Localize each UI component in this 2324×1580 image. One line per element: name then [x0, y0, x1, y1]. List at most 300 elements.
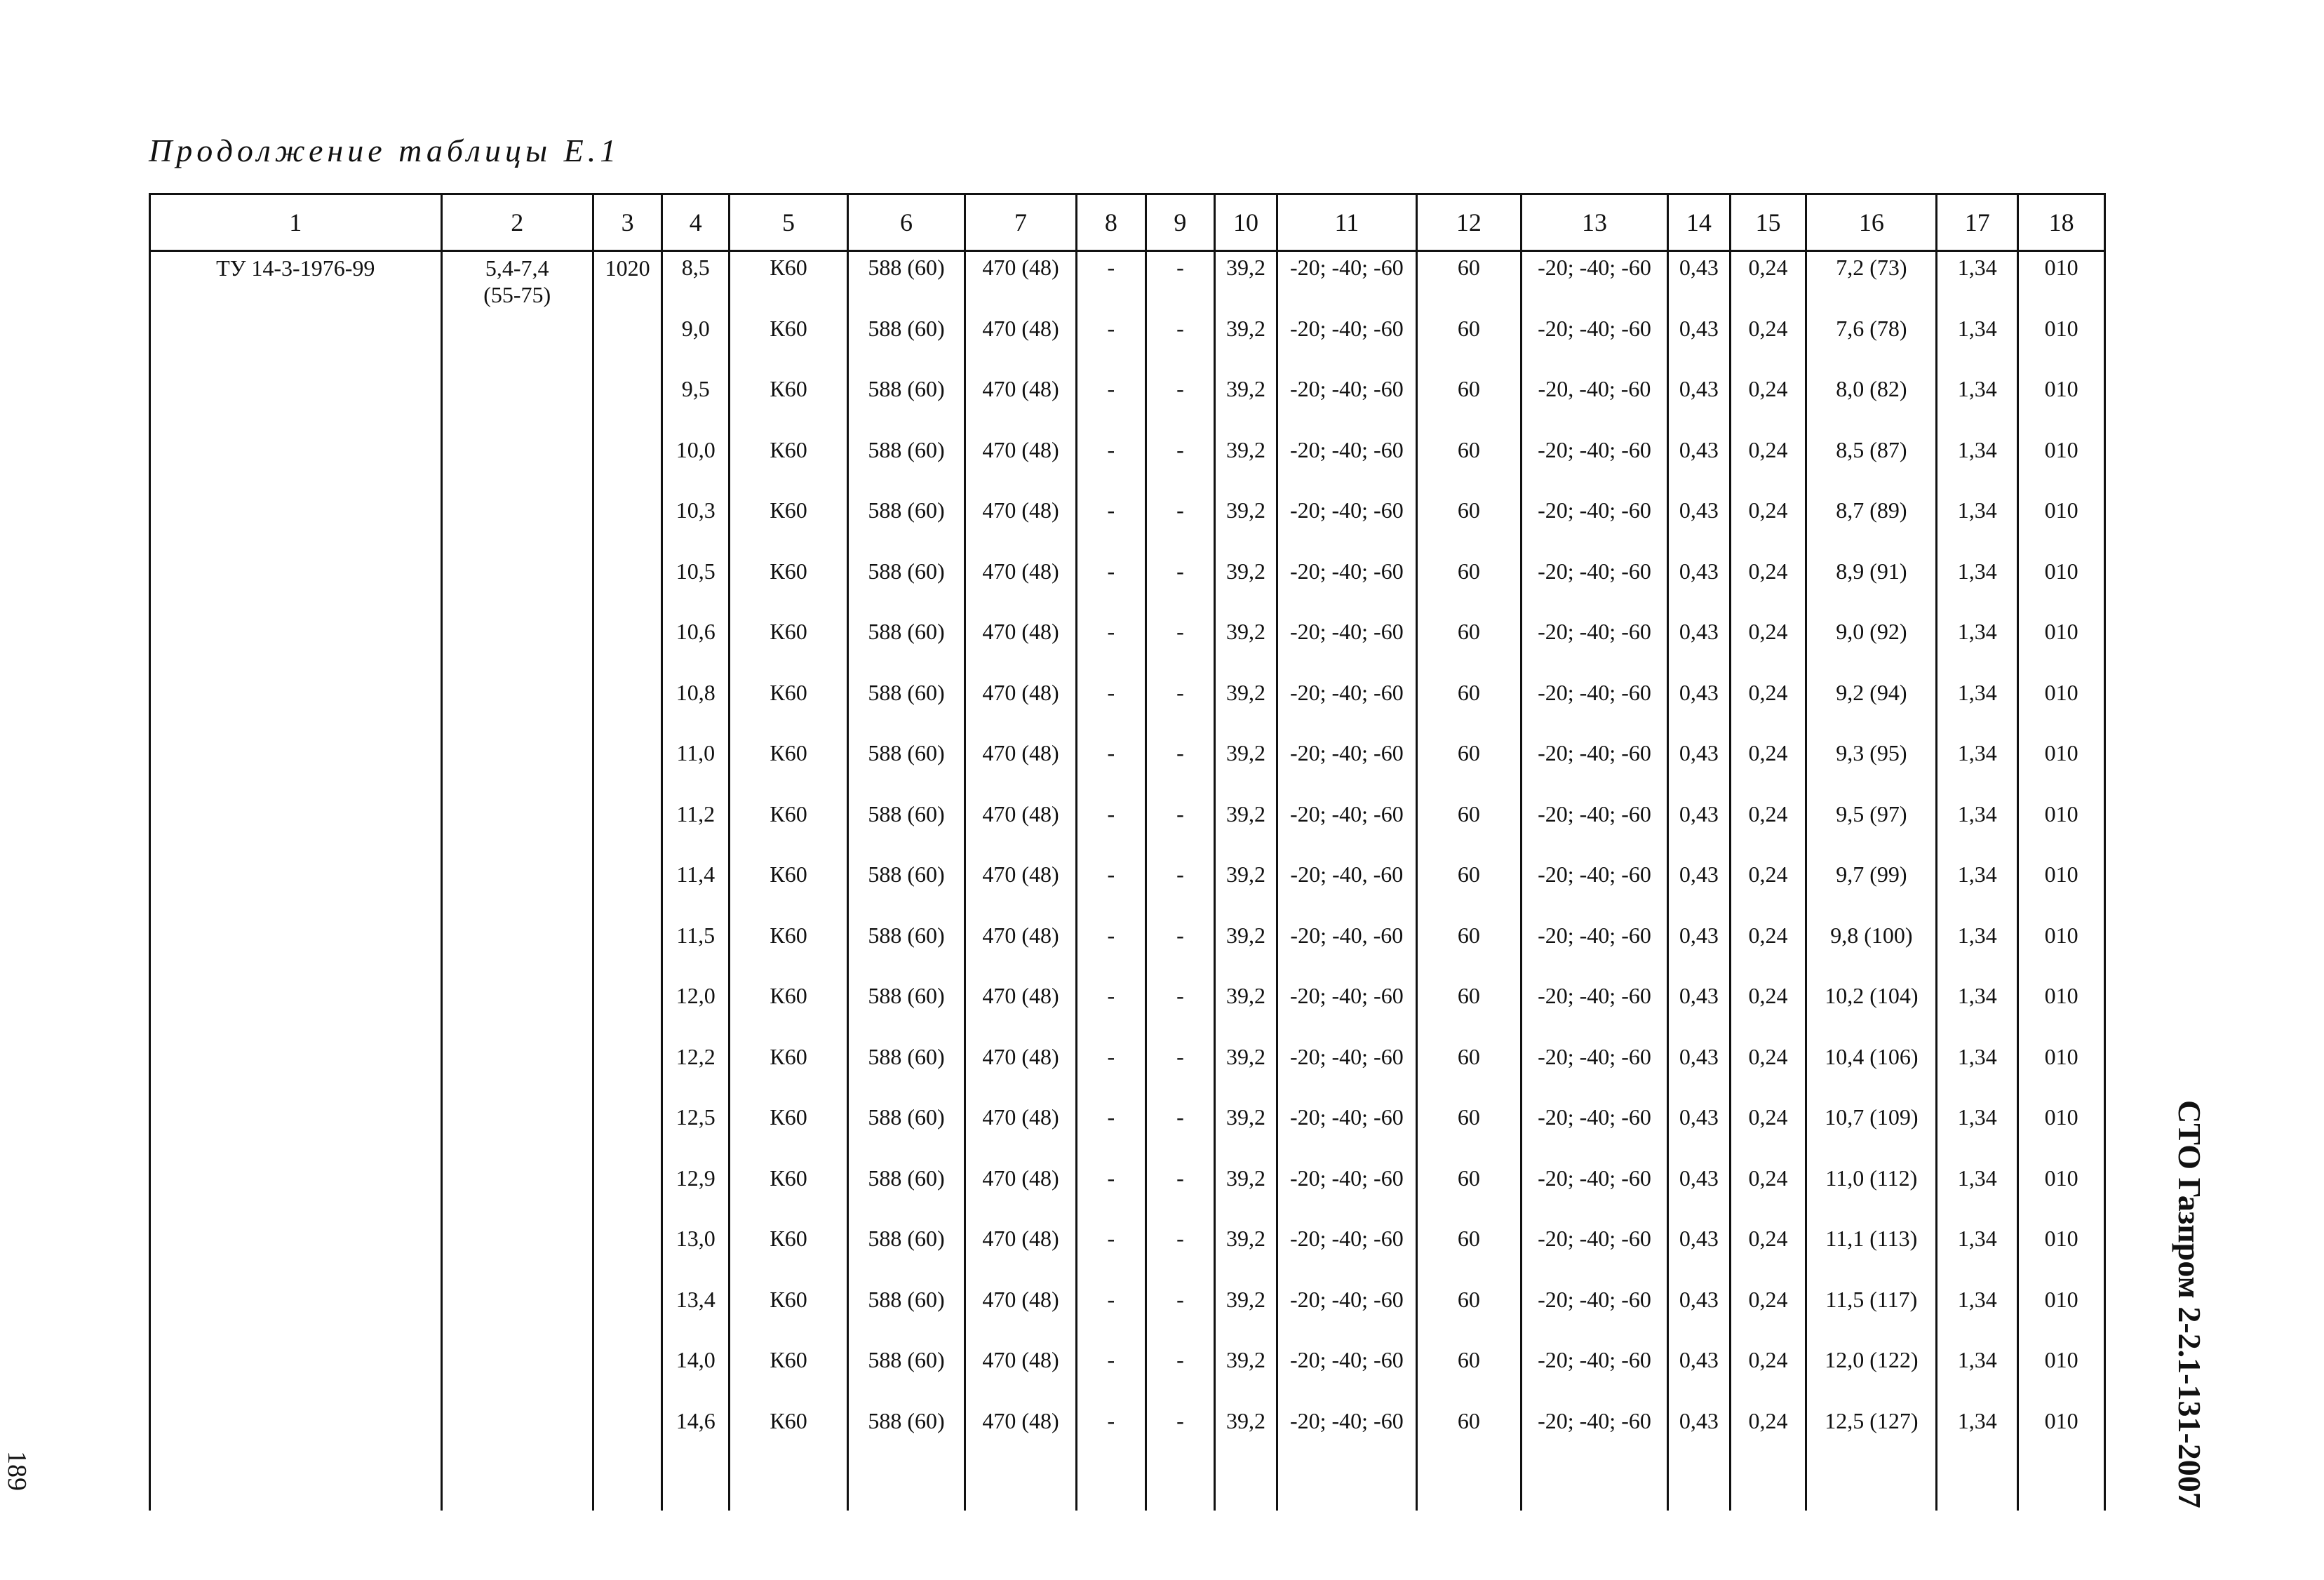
table-cell-col-11: -20; -40; -60 — [1277, 1223, 1416, 1284]
column-header-17: 17 — [1937, 194, 2018, 251]
table-cell-col-14: 0,43 — [1668, 859, 1731, 920]
table-cell-col-6: 588 (60) — [848, 1163, 965, 1224]
table-cell-col-12: 60 — [1416, 1102, 1521, 1163]
table-cell-col-14: 0,43 — [1668, 434, 1731, 495]
table-cell-col-11: -20; -40; -60 — [1277, 434, 1416, 495]
class-line-1: 5,4-7,4 — [485, 255, 549, 281]
table-cell-col-10: 39,2 — [1215, 495, 1277, 556]
table-cell-col-8: - — [1077, 1223, 1146, 1284]
table-cell-col-11: -20; -40; -60 — [1277, 1102, 1416, 1163]
table-cell-col-5: К60 — [730, 313, 848, 374]
table-cell-col-11: -20; -40; -60 — [1277, 616, 1416, 677]
table-cell-col-6: 588 (60) — [848, 859, 965, 920]
table-cell-col-10: 39,2 — [1215, 798, 1277, 859]
table-cell-col-5: К60 — [730, 1041, 848, 1102]
table-cell-col-6: 588 (60) — [848, 434, 965, 495]
table-cell-col-13: -20; -40; -60 — [1521, 1284, 1667, 1345]
table-cell-col-12: 60 — [1416, 1163, 1521, 1224]
table-cell-col-8: - — [1077, 434, 1146, 495]
table-cell-col-7: 470 (48) — [965, 859, 1077, 920]
table-cell-col-9: - — [1146, 373, 1215, 434]
table-cell-col-5: К60 — [730, 1163, 848, 1224]
table-cell-col-10: 39,2 — [1215, 677, 1277, 738]
table-cell-col-13: -20; -40; -60 — [1521, 495, 1667, 556]
table-cell-col-15: 0,24 — [1730, 677, 1806, 738]
table-cell-col-11: -20; -40; -60 — [1277, 1344, 1416, 1405]
table-cell-col-16: 9,7 (99) — [1806, 859, 1937, 920]
table-cell-col-14: 0,43 — [1668, 677, 1731, 738]
table-cell-col-10: 39,2 — [1215, 251, 1277, 313]
class-cell — [441, 251, 593, 1511]
table-cell-col-10: 39,2 — [1215, 434, 1277, 495]
table-cell-col-12: 60 — [1416, 859, 1521, 920]
table-cell-col-11: -20; -40; -60 — [1277, 677, 1416, 738]
table-cell-col-16: 9,5 (97) — [1806, 798, 1937, 859]
table-cell-col-17: 1,34 — [1937, 737, 2018, 798]
table-cell-col-18: 010 — [2018, 1344, 2105, 1405]
table-cell-col-7: 470 (48) — [965, 1163, 1077, 1224]
table-cell-col-14: 0,43 — [1668, 251, 1731, 313]
table-cell-col-18: 010 — [2018, 980, 2105, 1041]
table-cell-col-12: 60 — [1416, 920, 1521, 981]
table-cell-col-15: 0,24 — [1730, 920, 1806, 981]
table-cell-col-6: 588 (60) — [848, 373, 965, 434]
table-cell-col-17: 1,34 — [1937, 556, 2018, 617]
table-cell-col-18: 010 — [2018, 251, 2105, 313]
table-cell-col-12: 60 — [1416, 1284, 1521, 1345]
table-cell-col-5: К60 — [730, 920, 848, 981]
table-cell-col-9: - — [1146, 798, 1215, 859]
table-cell-col-5: К60 — [730, 677, 848, 738]
table-cell-col-5: К60 — [730, 1223, 848, 1284]
table-cell-col-15: 0,24 — [1730, 313, 1806, 374]
table-cell-col-14: 0,43 — [1668, 1344, 1731, 1405]
table-cell-col-11: -20; -40; -60 — [1277, 1163, 1416, 1224]
table-cell-col-10: 39,2 — [1215, 980, 1277, 1041]
table-cell-col-6: 588 (60) — [848, 920, 965, 981]
table-cell-col-12: 60 — [1416, 1041, 1521, 1102]
table-cell-col-12: 60 — [1416, 798, 1521, 859]
table-cell-col-8: - — [1077, 677, 1146, 738]
column-header-5: 5 — [730, 194, 848, 251]
table-cell-col-15: 0,24 — [1730, 1344, 1806, 1405]
table-cell-col-8: - — [1077, 1041, 1146, 1102]
table-cell-col-7: 470 (48) — [965, 980, 1077, 1041]
table-cell-col-4: 10,3 — [662, 495, 730, 556]
table-cell-col-15: 0,24 — [1730, 1102, 1806, 1163]
table-cell-col-7: 470 (48) — [965, 556, 1077, 617]
table-cell-col-7: 470 (48) — [965, 1405, 1077, 1466]
table-cell-col-13: -20, -40; -60 — [1521, 373, 1667, 434]
table-cell-col-6: 588 (60) — [848, 677, 965, 738]
table-cell-col-5: К60 — [730, 434, 848, 495]
table-cell-col-14: 0,43 — [1668, 313, 1731, 374]
empty-cell — [730, 1466, 848, 1511]
table-cell-col-17: 1,34 — [1937, 313, 2018, 374]
empty-cell — [1806, 1466, 1937, 1511]
table-cell-col-11: -20; -40; -60 — [1277, 556, 1416, 617]
table-cell-col-13: -20; -40; -60 — [1521, 677, 1667, 738]
table-cell-col-7: 470 (48) — [965, 737, 1077, 798]
table-cell-col-6: 588 (60) — [848, 1102, 965, 1163]
table-cell-col-12: 60 — [1416, 495, 1521, 556]
column-header-9: 9 — [1146, 194, 1215, 251]
table-cell-col-14: 0,43 — [1668, 920, 1731, 981]
table-cell-col-5: К60 — [730, 1344, 848, 1405]
table-cell-col-16: 8,0 (82) — [1806, 373, 1937, 434]
table-cell-col-4: 8,5 — [662, 251, 730, 313]
table-cell-col-9: - — [1146, 251, 1215, 313]
diameter-cell: 1020 — [593, 251, 662, 1511]
table-cell-col-16: 10,2 (104) — [1806, 980, 1937, 1041]
table-cell-col-8: - — [1077, 1344, 1146, 1405]
table-cell-col-11: -20; -40; -60 — [1277, 313, 1416, 374]
table-cell-col-13: -20; -40; -60 — [1521, 859, 1667, 920]
table-cell-col-16: 9,2 (94) — [1806, 677, 1937, 738]
table-cell-col-17: 1,34 — [1937, 1284, 2018, 1345]
empty-cell — [1146, 1466, 1215, 1511]
table-cell-col-4: 12,2 — [662, 1041, 730, 1102]
table-cell-col-15: 0,24 — [1730, 373, 1806, 434]
table-cell-col-15: 0,24 — [1730, 1284, 1806, 1345]
table-cell-col-13: -20; -40; -60 — [1521, 616, 1667, 677]
table-cell-col-10: 39,2 — [1215, 1163, 1277, 1224]
table-cell-col-4: 11,5 — [662, 920, 730, 981]
table-cell-col-12: 60 — [1416, 1344, 1521, 1405]
table-cell-col-16: 11,0 (112) — [1806, 1163, 1937, 1224]
table-cell-col-4: 11,2 — [662, 798, 730, 859]
table-cell-col-5: К60 — [730, 373, 848, 434]
table-cell-col-17: 1,34 — [1937, 616, 2018, 677]
table-cell-col-5: К60 — [730, 1405, 848, 1466]
table-cell-col-9: - — [1146, 737, 1215, 798]
table-cell-col-14: 0,43 — [1668, 1284, 1731, 1345]
table-cell-col-16: 7,2 (73) — [1806, 251, 1937, 313]
table-cell-col-5: К60 — [730, 798, 848, 859]
table-cell-col-6: 588 (60) — [848, 313, 965, 374]
table-cell-col-12: 60 — [1416, 1405, 1521, 1466]
table-cell-col-17: 1,34 — [1937, 1102, 2018, 1163]
table-cell-col-6: 588 (60) — [848, 251, 965, 313]
table-cell-col-11: -20; -40; -60 — [1277, 1041, 1416, 1102]
table-cell-col-8: - — [1077, 1284, 1146, 1345]
table-cell-col-18: 010 — [2018, 616, 2105, 677]
table-cell-col-11: -20; -40; -60 — [1277, 251, 1416, 313]
table-cell-col-5: К60 — [730, 251, 848, 313]
table-cell-col-17: 1,34 — [1937, 251, 2018, 313]
table-cell-col-7: 470 (48) — [965, 495, 1077, 556]
table-cell-col-7: 470 (48) — [965, 920, 1077, 981]
table-cell-col-14: 0,43 — [1668, 737, 1731, 798]
table-cell-col-14: 0,43 — [1668, 1223, 1731, 1284]
column-header-2: 2 — [441, 194, 593, 251]
table-cell-col-8: - — [1077, 556, 1146, 617]
table-cell-col-8: - — [1077, 1102, 1146, 1163]
table-cell-col-10: 39,2 — [1215, 1223, 1277, 1284]
table-cell-col-18: 010 — [2018, 373, 2105, 434]
table-cell-col-9: - — [1146, 1405, 1215, 1466]
table-cell-col-17: 1,34 — [1937, 677, 2018, 738]
table-cell-col-10: 39,2 — [1215, 556, 1277, 617]
table-cell-col-17: 1,34 — [1937, 1163, 2018, 1224]
table-cell-col-17: 1,34 — [1937, 373, 2018, 434]
table-cell-col-11: -20; -40; -60 — [1277, 495, 1416, 556]
table-cell-col-18: 010 — [2018, 1041, 2105, 1102]
table-cell-col-7: 470 (48) — [965, 616, 1077, 677]
table-cell-col-18: 010 — [2018, 859, 2105, 920]
table-cell-col-15: 0,24 — [1730, 980, 1806, 1041]
table-cell-col-10: 39,2 — [1215, 737, 1277, 798]
table-cell-col-4: 14,0 — [662, 1344, 730, 1405]
table-cell-col-16: 9,0 (92) — [1806, 616, 1937, 677]
table-cell-col-9: - — [1146, 556, 1215, 617]
column-header-1: 1 — [150, 194, 442, 251]
table-cell-col-15: 0,24 — [1730, 556, 1806, 617]
table-cell-col-6: 588 (60) — [848, 1041, 965, 1102]
table-cell-col-5: К60 — [730, 495, 848, 556]
column-header-15: 15 — [1730, 194, 1806, 251]
table-cell-col-6: 588 (60) — [848, 495, 965, 556]
table-cell-col-14: 0,43 — [1668, 1163, 1731, 1224]
table-cell-col-16: 7,6 (78) — [1806, 313, 1937, 374]
table-cell-col-13: -20; -40; -60 — [1521, 980, 1667, 1041]
table-cell-col-8: - — [1077, 980, 1146, 1041]
table-cell-col-17: 1,34 — [1937, 980, 2018, 1041]
table-cell-col-4: 11,4 — [662, 859, 730, 920]
table-cell-col-15: 0,24 — [1730, 1405, 1806, 1466]
table-cell-col-14: 0,43 — [1668, 980, 1731, 1041]
empty-cell — [1277, 1466, 1416, 1511]
column-header-4: 4 — [662, 194, 730, 251]
table-cell-col-17: 1,34 — [1937, 920, 2018, 981]
empty-cell — [2018, 1466, 2105, 1511]
table-cell-col-8: - — [1077, 616, 1146, 677]
table-cell-col-13: -20; -40; -60 — [1521, 1163, 1667, 1224]
table-cell-col-6: 588 (60) — [848, 1284, 965, 1345]
table-cell-col-15: 0,24 — [1730, 495, 1806, 556]
column-header-12: 12 — [1416, 194, 1521, 251]
table-cell-col-18: 010 — [2018, 434, 2105, 495]
table-row — [150, 251, 2105, 313]
table-cell-col-14: 0,43 — [1668, 616, 1731, 677]
table-cell-col-17: 1,34 — [1937, 1405, 2018, 1466]
table-cell-col-6: 588 (60) — [848, 1344, 965, 1405]
table-cell-col-6: 588 (60) — [848, 798, 965, 859]
table-cell-col-18: 010 — [2018, 798, 2105, 859]
table-cell-col-12: 60 — [1416, 313, 1521, 374]
table-cell-col-18: 010 — [2018, 1223, 2105, 1284]
table-cell-col-16: 8,5 (87) — [1806, 434, 1937, 495]
table-cell-col-9: - — [1146, 677, 1215, 738]
class-line-2: (55-75) — [483, 282, 551, 307]
table-cell-col-12: 60 — [1416, 373, 1521, 434]
table-cell-col-5: К60 — [730, 1102, 848, 1163]
table-cell-col-14: 0,43 — [1668, 798, 1731, 859]
table-cell-col-16: 9,8 (100) — [1806, 920, 1937, 981]
empty-cell — [848, 1466, 965, 1511]
table-cell-col-15: 0,24 — [1730, 1163, 1806, 1224]
table-cell-col-5: К60 — [730, 980, 848, 1041]
table-cell-col-14: 0,43 — [1668, 556, 1731, 617]
table-cell-col-18: 010 — [2018, 737, 2105, 798]
table-cell-col-11: -20; -40, -60 — [1277, 920, 1416, 981]
table-cell-col-15: 0,24 — [1730, 434, 1806, 495]
column-header-8: 8 — [1077, 194, 1146, 251]
table-cell-col-12: 60 — [1416, 1223, 1521, 1284]
table-cell-col-12: 60 — [1416, 737, 1521, 798]
table-cell-col-4: 11,0 — [662, 737, 730, 798]
table-cell-col-4: 14,6 — [662, 1405, 730, 1466]
table-cell-col-4: 9,5 — [662, 373, 730, 434]
table-cell-col-17: 1,34 — [1937, 1344, 2018, 1405]
table-cell-col-10: 39,2 — [1215, 1405, 1277, 1466]
table-cell-col-5: К60 — [730, 737, 848, 798]
table-cell-col-10: 39,2 — [1215, 1041, 1277, 1102]
table-cell-col-12: 60 — [1416, 677, 1521, 738]
column-header-14: 14 — [1668, 194, 1731, 251]
table-cell-col-18: 010 — [2018, 677, 2105, 738]
table-cell-col-13: -20; -40; -60 — [1521, 1102, 1667, 1163]
column-header-6: 6 — [848, 194, 965, 251]
empty-cell — [662, 1466, 730, 1511]
table-caption: Продолжение таблицы Е.1 — [149, 133, 621, 168]
page-number: 189 — [2, 1451, 32, 1491]
table-cell-col-9: - — [1146, 920, 1215, 981]
table-cell-col-4: 10,5 — [662, 556, 730, 617]
table-cell-col-7: 470 (48) — [965, 1344, 1077, 1405]
table-cell-col-4: 12,5 — [662, 1102, 730, 1163]
table-cell-col-4: 13,0 — [662, 1223, 730, 1284]
table-cell-col-11: -20; -40; -60 — [1277, 737, 1416, 798]
pipe-spec-table — [149, 193, 2106, 1511]
table-cell-col-18: 010 — [2018, 1405, 2105, 1466]
table-cell-col-10: 39,2 — [1215, 1284, 1277, 1345]
table-cell-col-14: 0,43 — [1668, 495, 1731, 556]
table-cell-col-9: - — [1146, 1223, 1215, 1284]
table-cell-col-16: 9,3 (95) — [1806, 737, 1937, 798]
empty-cell — [1730, 1466, 1806, 1511]
header-row — [150, 194, 2105, 251]
table-cell-col-4: 13,4 — [662, 1284, 730, 1345]
table-cell-col-10: 39,2 — [1215, 920, 1277, 981]
table-cell-col-9: - — [1146, 313, 1215, 374]
table-cell-col-11: -20; -40; -60 — [1277, 980, 1416, 1041]
table-cell-col-17: 1,34 — [1937, 434, 2018, 495]
table-cell-col-17: 1,34 — [1937, 495, 2018, 556]
table-cell-col-17: 1,34 — [1937, 1041, 2018, 1102]
table-cell-col-13: -20; -40; -60 — [1521, 737, 1667, 798]
table-cell-col-8: - — [1077, 373, 1146, 434]
column-header-3: 3 — [593, 194, 662, 251]
table-cell-col-13: -20; -40; -60 — [1521, 1344, 1667, 1405]
table-cell-col-5: К60 — [730, 616, 848, 677]
column-header-7: 7 — [965, 194, 1077, 251]
table-cell-col-7: 470 (48) — [965, 1041, 1077, 1102]
table-cell-col-18: 010 — [2018, 556, 2105, 617]
spec-cell: ТУ 14-3-1976-99 — [150, 251, 442, 1511]
table-cell-col-9: - — [1146, 1284, 1215, 1345]
table-cell-col-12: 60 — [1416, 251, 1521, 313]
table-cell-col-8: - — [1077, 1163, 1146, 1224]
table-cell-col-18: 010 — [2018, 1284, 2105, 1345]
table-cell-col-9: - — [1146, 1102, 1215, 1163]
table-cell-col-10: 39,2 — [1215, 859, 1277, 920]
table-cell-col-9: - — [1146, 980, 1215, 1041]
table-cell-col-7: 470 (48) — [965, 434, 1077, 495]
table-cell-col-5: К60 — [730, 859, 848, 920]
table-cell-col-8: - — [1077, 313, 1146, 374]
column-header-13: 13 — [1521, 194, 1667, 251]
empty-cell — [1416, 1466, 1521, 1511]
table-cell-col-18: 010 — [2018, 313, 2105, 374]
table-cell-col-14: 0,43 — [1668, 1041, 1731, 1102]
table-cell-col-14: 0,43 — [1668, 373, 1731, 434]
table-cell-col-6: 588 (60) — [848, 1223, 965, 1284]
table-cell-col-13: -20; -40; -60 — [1521, 798, 1667, 859]
table-cell-col-9: - — [1146, 1344, 1215, 1405]
table-cell-col-13: -20; -40; -60 — [1521, 251, 1667, 313]
table-cell-col-13: -20; -40; -60 — [1521, 920, 1667, 981]
table-cell-col-18: 010 — [2018, 1102, 2105, 1163]
column-header-16: 16 — [1806, 194, 1937, 251]
table-body — [150, 251, 2105, 1511]
table-cell-col-15: 0,24 — [1730, 251, 1806, 313]
table-cell-col-7: 470 (48) — [965, 373, 1077, 434]
table-cell-col-11: -20; -40, -60 — [1277, 859, 1416, 920]
table-cell-col-12: 60 — [1416, 434, 1521, 495]
table-cell-col-16: 8,9 (91) — [1806, 556, 1937, 617]
table-cell-col-10: 39,2 — [1215, 1102, 1277, 1163]
table-cell-col-13: -20; -40; -60 — [1521, 434, 1667, 495]
table-cell-col-15: 0,24 — [1730, 737, 1806, 798]
table-cell-col-7: 470 (48) — [965, 313, 1077, 374]
table-cell-col-8: - — [1077, 495, 1146, 556]
table-cell-col-6: 588 (60) — [848, 616, 965, 677]
table-cell-col-5: К60 — [730, 1284, 848, 1345]
table-cell-col-9: - — [1146, 495, 1215, 556]
table-cell-col-11: -20; -40; -60 — [1277, 798, 1416, 859]
table-cell-col-10: 39,2 — [1215, 373, 1277, 434]
table-cell-col-6: 588 (60) — [848, 1405, 965, 1466]
table-cell-col-7: 470 (48) — [965, 1284, 1077, 1345]
table-cell-col-14: 0,43 — [1668, 1102, 1731, 1163]
table-cell-col-16: 11,1 (113) — [1806, 1223, 1937, 1284]
table-cell-col-15: 0,24 — [1730, 859, 1806, 920]
table-cell-col-9: - — [1146, 616, 1215, 677]
table-cell-col-16: 12,0 (122) — [1806, 1344, 1937, 1405]
table-cell-col-17: 1,34 — [1937, 798, 2018, 859]
column-header-10: 10 — [1215, 194, 1277, 251]
table-cell-col-8: - — [1077, 1405, 1146, 1466]
document-code: СТО Газпром 2-2.1-131-2007 — [2172, 1100, 2208, 1508]
table-cell-col-7: 470 (48) — [965, 251, 1077, 313]
empty-cell — [1668, 1466, 1731, 1511]
table-cell-col-7: 470 (48) — [965, 677, 1077, 738]
table-cell-col-14: 0,43 — [1668, 1405, 1731, 1466]
table-cell-col-18: 010 — [2018, 920, 2105, 981]
table-cell-col-8: - — [1077, 859, 1146, 920]
table-cell-col-17: 1,34 — [1937, 1223, 2018, 1284]
table-cell-col-13: -20; -40; -60 — [1521, 1041, 1667, 1102]
table-cell-col-10: 39,2 — [1215, 616, 1277, 677]
table-cell-col-16: 8,7 (89) — [1806, 495, 1937, 556]
table-cell-col-13: -20; -40; -60 — [1521, 1405, 1667, 1466]
table-cell-col-15: 0,24 — [1730, 1223, 1806, 1284]
table-cell-col-15: 0,24 — [1730, 616, 1806, 677]
table-cell-col-11: -20; -40; -60 — [1277, 1284, 1416, 1345]
table-cell-col-4: 9,0 — [662, 313, 730, 374]
table-cell-col-12: 60 — [1416, 616, 1521, 677]
